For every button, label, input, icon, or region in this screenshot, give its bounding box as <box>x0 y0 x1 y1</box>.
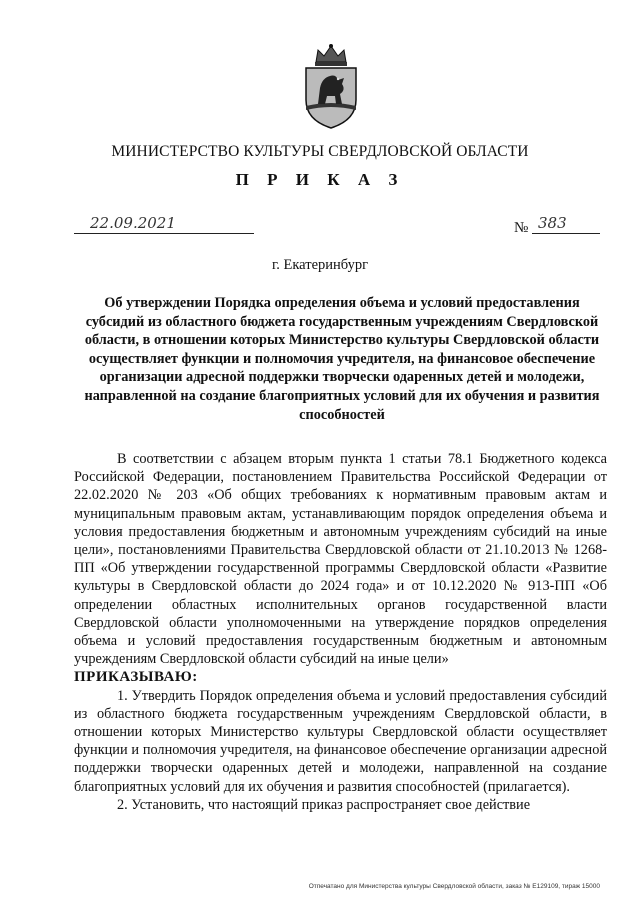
order-body <box>74 450 607 814</box>
ministry-name: МИНИСТЕРСТВО КУЛЬТУРЫ СВЕРДЛОВСКОЙ ОБЛАСТИ <box>111 143 529 160</box>
number-label: № <box>514 220 529 236</box>
order-subject: Об утверждении Порядка определения объема и условий предоставления субсидий из областного бюджета государственным учреждениям Свердловской области, в отношении которых Министерство культуры Свердловской области осуществляет функции и полномочия учредителя, на финансовое обеспечение организации адресной поддержки творчески одаренных детей и молодежи, направленной на создание благоприятных условий для их обучения и развития способностей <box>84 295 600 423</box>
item-2-paragraph: 2. Установить, что настоящий приказ распространяет свое действие <box>117 796 531 813</box>
city: г. Екатеринбург <box>271 257 369 273</box>
preamble-paragraph: В соответствии с абзацем вторым пункта 1 статьи 78.1 Бюджетного кодекса Российской Федерации, постановлением Правительства Российской Федерации от 22.02.2020 № 203 «Об общих требованиях к нормативным правовым актам и муниципальным правовым актам, устанавливающим порядок определения объема и условия предоставления бюджетным и автономным учреждениям субсидий на иные цели», постановлениями Правительства Свердловской области от 21.10.2013 № 1268-ПП «Об утверждении государственной программы Свердловской области «Развитие культуры в Свердловской области до 2024 года» и от 10.12.2020 № 913-ПП «Об определении областных исполнительных органов государственной власти Свердловской области уполномоченными на утверждение порядков определения объема и условий предоставления государственным бюджетным и автономным учреждениям Свердловской области субсидий на иные цели» <box>74 451 607 668</box>
coat-of-arms-icon <box>300 40 362 130</box>
order-word: ПРИКАЗЫВАЮ: <box>74 669 198 686</box>
document-date: 22.09.2021 <box>74 214 254 234</box>
document-number: 383 <box>532 214 600 234</box>
print-footer: Отпечатано для Министерства культуры Свердловской области, заказ № Е129109, тираж 15000 <box>308 883 600 890</box>
item-1-paragraph: 1. Утвердить Порядок определения объема и условий предоставления субсидий из областного бюджета государственным учреждениям Свердловской области, в отношении которых Министерство культуры Свердловской области осуществляет функции и полномочия учредителя, на финансовое обеспечение организации адресной поддержки творчески одаренных детей и молодежи, направленной на создание благоприятных условий для их обучения и развития способностей (прилагается). <box>74 687 607 795</box>
document-type-title: П Р И К А З <box>235 170 405 189</box>
